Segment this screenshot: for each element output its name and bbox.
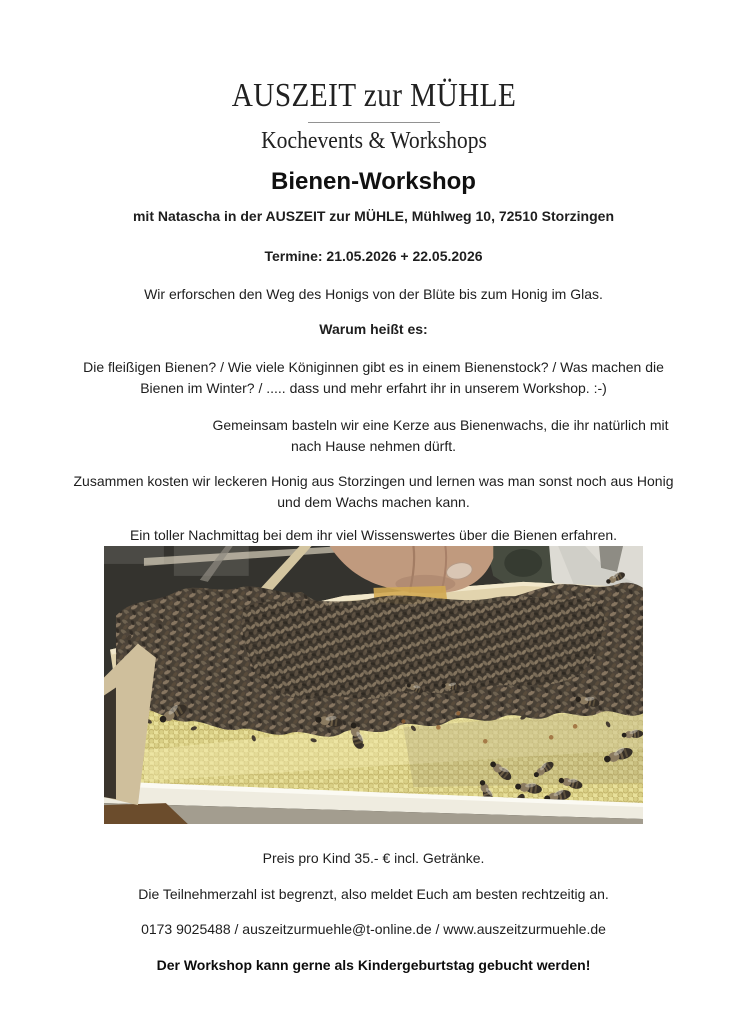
brand-title: AUSZEIT zur MÜHLE xyxy=(231,77,516,114)
birthday-line: Der Workshop kann gerne als Kindergeburtstag gebucht werden! xyxy=(156,957,591,973)
masthead xyxy=(29,78,719,155)
candle-paragraph xyxy=(29,415,719,457)
candle-line-1: Gemeinsam basteln wir eine Kerze aus Bienenwachs, die ihr natürlich mit xyxy=(212,417,669,433)
questions-line-2: Bienen im Winter? / ..... dass und mehr erfahrt ihr in unserem Workshop. :-) xyxy=(140,380,607,396)
honey-paragraph xyxy=(29,471,719,513)
bees-photo-graphic xyxy=(104,546,643,824)
questions-line-1: Die fleißigen Bienen? / Wie viele Königinnen gibt es in einem Bienenstock? / Was machen die xyxy=(83,359,664,375)
dates-line: Termine: 21.05.2026 + 22.05.2026 xyxy=(264,248,483,264)
intro-line: Wir erforschen den Weg des Honigs von der Blüte bis zum Honig im Glas. xyxy=(144,286,603,302)
brand-subtitle: Kochevents & Workshops xyxy=(260,128,487,154)
honey-line-2: und dem Wachs machen kann. xyxy=(277,494,470,510)
registration-line: Die Teilnehmerzahl ist begrenzt, also meldet Euch am besten rechtzeitig an. xyxy=(138,886,609,902)
questions-paragraph xyxy=(29,357,719,399)
brand-divider xyxy=(308,122,440,123)
price-line: Preis pro Kind 35.- € incl. Getränke. xyxy=(262,850,485,866)
questions-heading: Warum heißt es: xyxy=(319,321,428,337)
closing-line: Ein toller Nachmittag bei dem ihr viel Wissenswertes über die Bienen erfahren. xyxy=(129,527,618,543)
candle-line-2: nach Hause nehmen dürft. xyxy=(291,438,456,454)
workshop-title: Bienen-Workshop xyxy=(271,168,476,195)
bees-photo xyxy=(104,546,643,824)
flyer-content xyxy=(29,0,719,976)
host-line: mit Natascha in der AUSZEIT zur MÜHLE, Mühlweg 10, 72510 Storzingen xyxy=(132,208,615,224)
contact-line: 0173 9025488 / auszeitzurmuehle@t-online.de / www.auszeitzurmuehle.de xyxy=(141,921,606,937)
honey-line-1: Zusammen kosten wir leckeren Honig aus Storzingen und lernen was man sonst noch aus Honig xyxy=(73,473,674,489)
